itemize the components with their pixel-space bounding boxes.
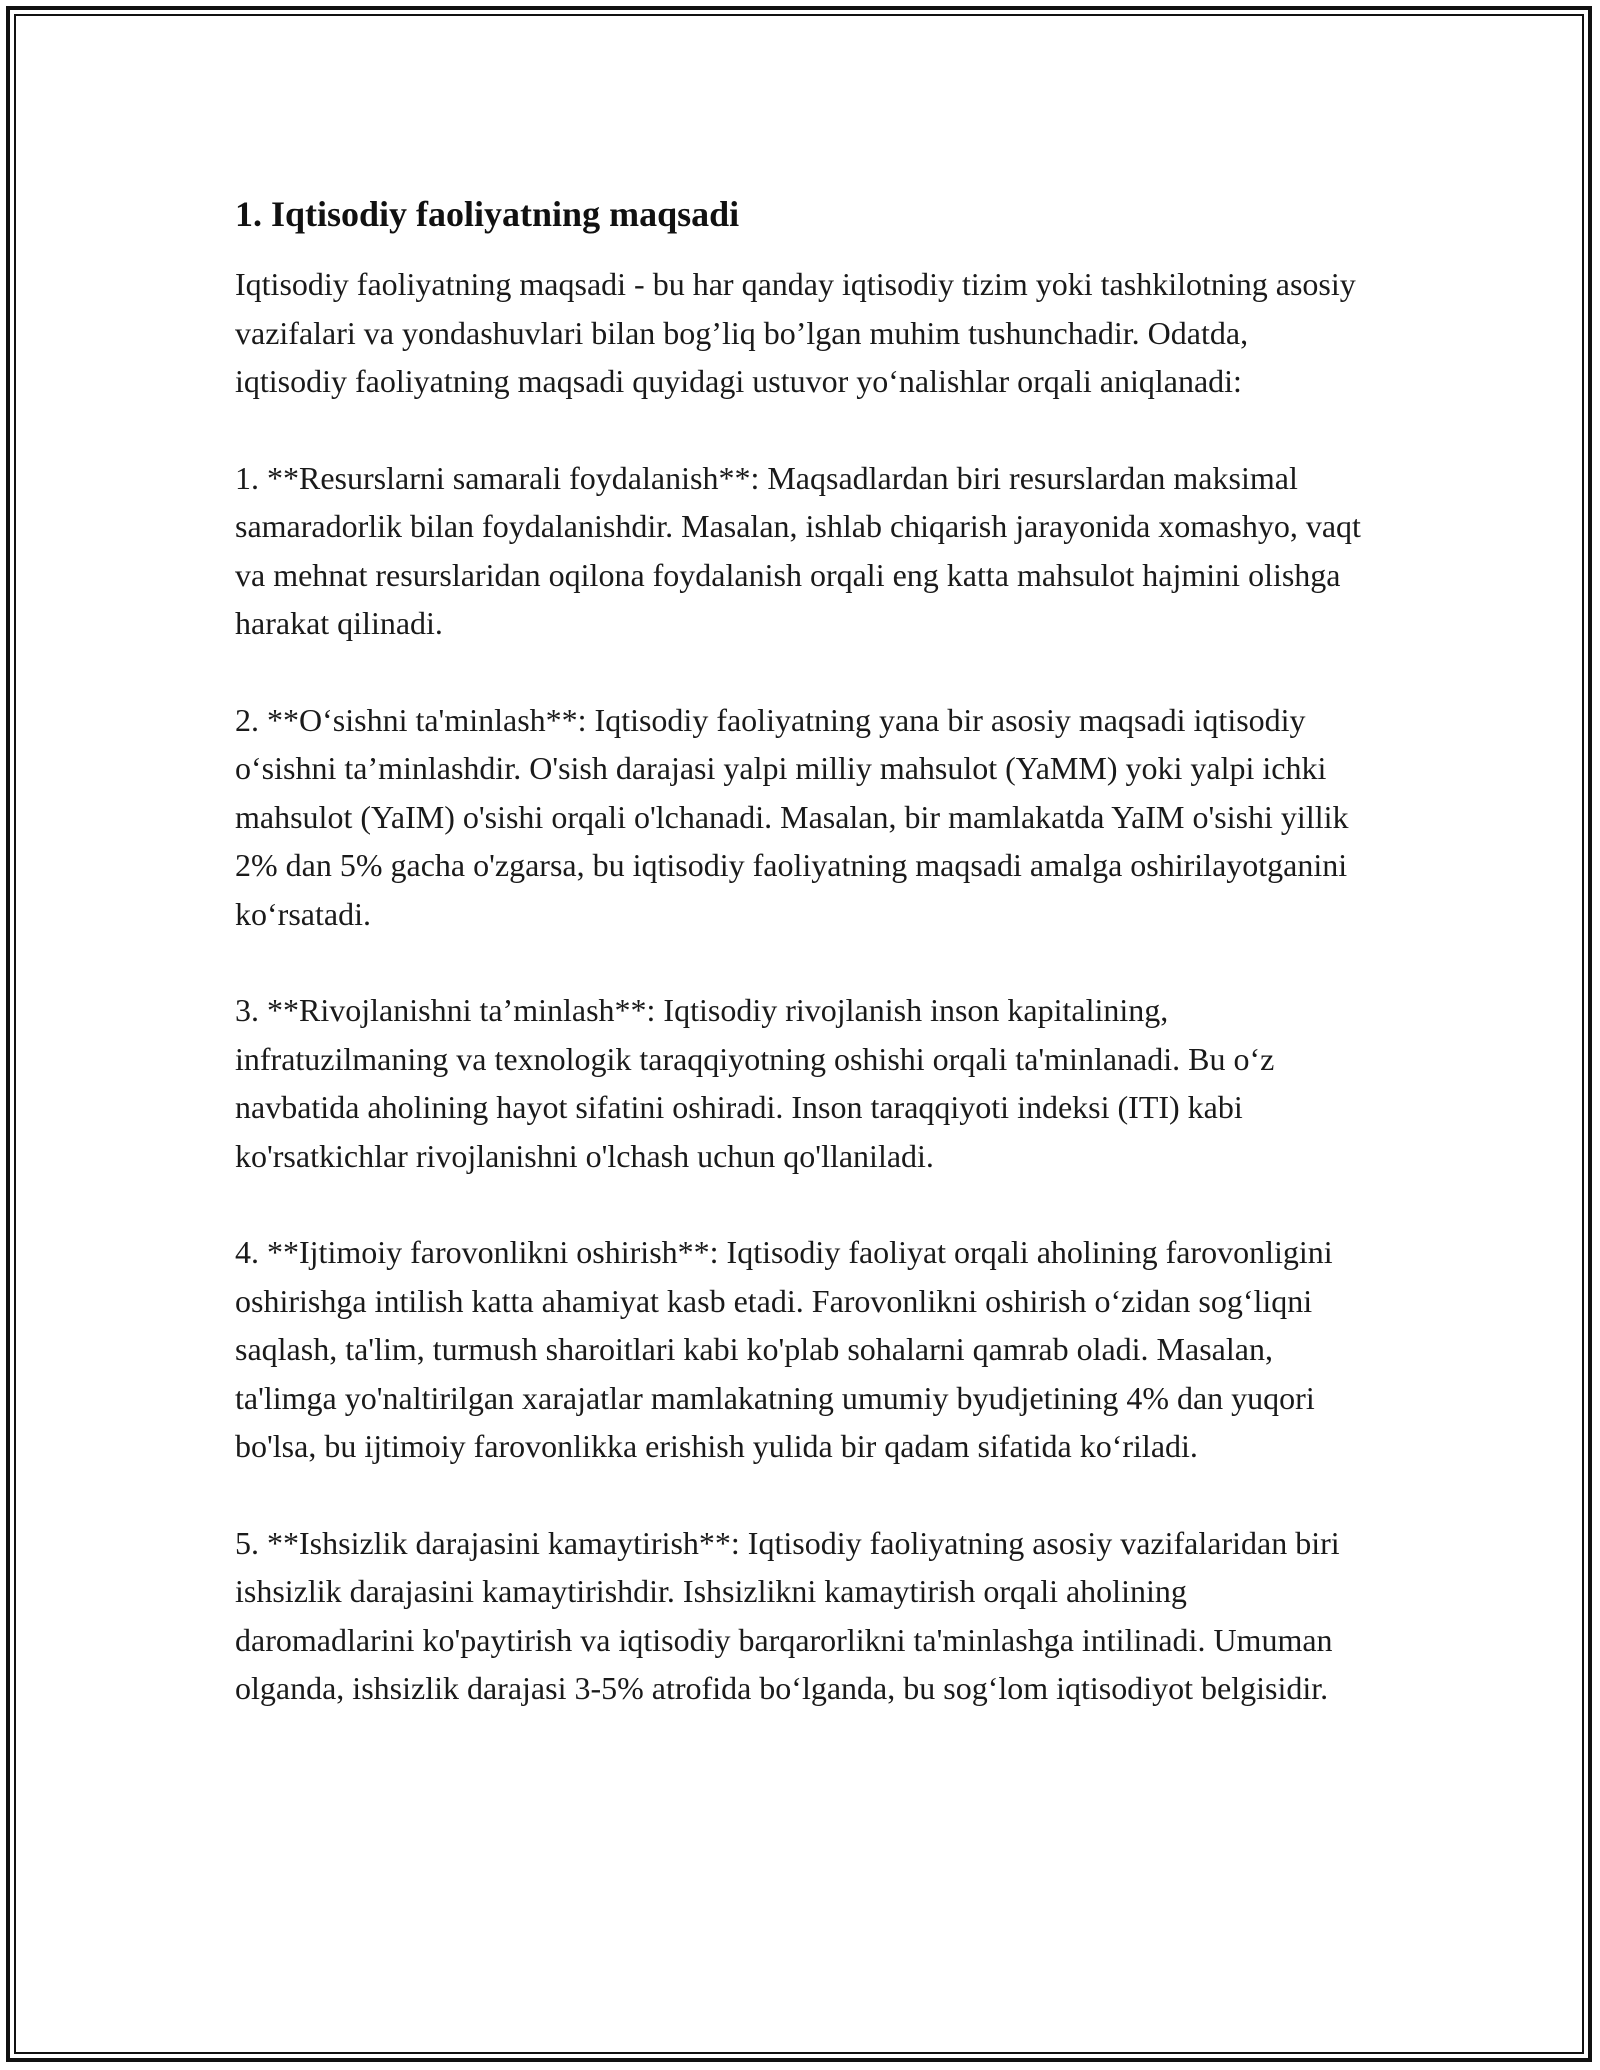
point-2-paragraph: 2. **O‘sishni ta'minlash**: Iqtisodiy faoliyatning yana bir asosiy maqsadi iqtisodiy o‘sishni ta’minlashdir. O'sish darajasi yalpi milliy mahsulot (YaMM) yoki yalpi ichki mahsulot (YaIM) o'sishi orqali o'lchanadi. Masalan, bir mamlakatda YaIM o'sishi yillik 2% dan 5% gacha o'zgarsa, bu iqtisodiy faoliyatning maqsadi amalga oshirilayotganini ko‘rsatadi.: [235, 701, 1349, 932]
point-5-paragraph: 5. **Ishsizlik darajasini kamaytirish**: Iqtisodiy faoliyatning asosiy vazifalaridan biri ishsizlik darajasini kamaytirishdir. Ishsizlikni kamaytirish orqali aholining daromadlarini ko'paytirish va iqtisodiy barqarorlikni ta'minlashga intilinadi. Umuman olganda, ishsizlik darajasi 3-5% atrofida bo‘lganda, bu sog‘lom iqtisodiyot belgisidir.: [235, 1524, 1340, 1706]
point-1-paragraph: 1. **Resurslarni samarali foydalanish**: Maqsadlardan biri resurslardan maksimal samaradorlik bilan foydalanishdir. Masalan, ishlab chiqarish jarayonida xomashyo, vaqt va mehnat resurslaridan oqilona foydalanish orqali eng katta mahsulot hajmini olishga harakat qilinadi.: [235, 459, 1361, 641]
point-3-paragraph: 3. **Rivojlanishni ta’minlash**: Iqtisodiy rivojlanish inson kapitalining, infratuzilmaning va texnologik taraqqiyotning oshishi orqali ta'minlanadi. Bu o‘z navbatida aholining hayot sifatini oshiradi. Inson taraqqiyoti indeksi (ITI) kabi ko'rsatkichlar rivojlanishni o'lchash uchun qo'llaniladi.: [235, 992, 1275, 1174]
intro-paragraph: Iqtisodiy faoliyatning maqsadi - bu har qanday iqtisodiy tizim yoki tashkilotning asosiy vazifalari va yondashuvlari bilan bog’liq bo’lgan muhim tushunchadir. Odatda, iqtisodiy faoliyatning maqsadi quyidagi ustuvor yo‘nalishlar orqali aniqlanadi:: [235, 266, 1356, 399]
document-body: [235, 190, 1365, 1761]
section-heading: 1. Iqtisodiy faoliyatning maqsadi: [235, 194, 740, 234]
point-4-paragraph: 4. **Ijtimoiy farovonlikni oshirish**: Iqtisodiy faoliyat orqali aholining farovonligini oshirishga intilish katta ahamiyat kasb etadi. Farovonlikni oshirish o‘zidan sog‘liqni saqlash, ta'lim, turmush sharoitlari kabi ko'plab sohalarni qamrab oladi. Masalan, ta'limga yo'naltirilgan xarajatlar mamlakatning umumiy byudjetining 4% dan yuqori bo'lsa, bu ijtimoiy farovonlikka erishish yulida bir qadam sifatida ko‘riladi.: [235, 1234, 1333, 1464]
